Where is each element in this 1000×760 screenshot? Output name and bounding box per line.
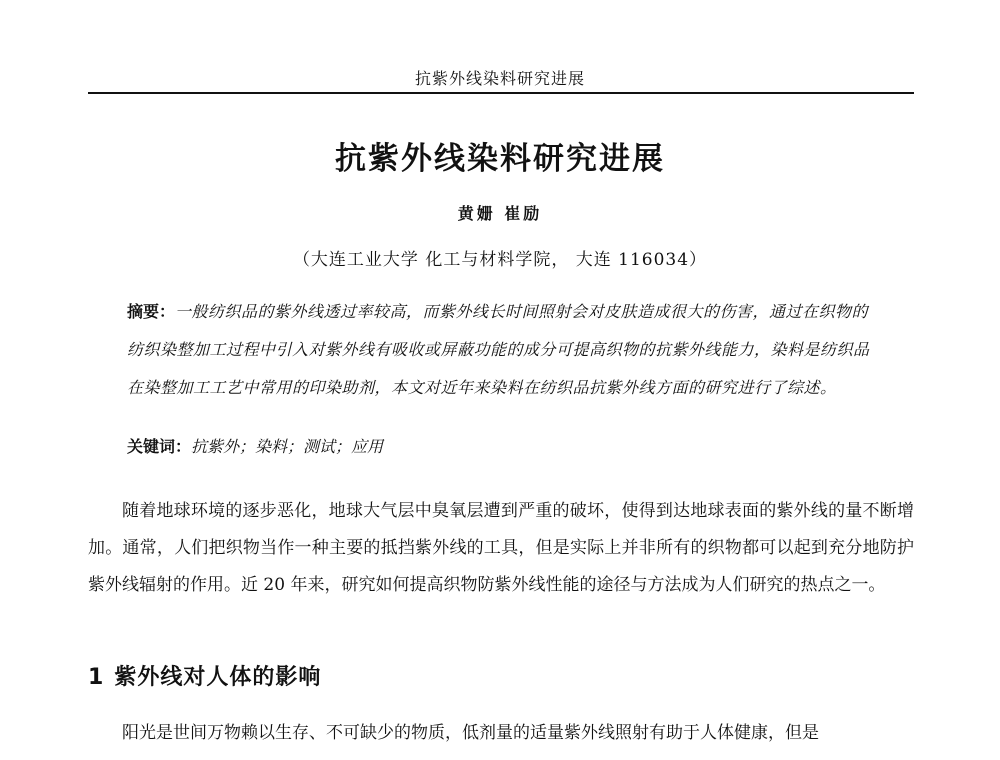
keywords-list: 抗紫外；染料；测试；应用 <box>191 437 384 456</box>
intro-paragraph: 随着地球环境的逐步恶化，地球大气层中臭氧层遭到严重的破坏，使得到达地球表面的紫外线的量不断增加。通常，人们把织物当作一种主要的抵挡紫外线的工具，但是实际上并非所有的织物都可以起到充分地防护紫外线辐射的作用。近 20 年来，研究如何提高织物防紫外线性能的途径与方法成为人们研究的热点之一。 <box>88 501 914 595</box>
section-title: 紫外线对人体的影响 <box>114 665 322 690</box>
keywords <box>127 434 383 457</box>
section-paragraph: 阳光是世间万物赖以生存、不可缺少的物质，低剂量的适量紫外线照射有助于人体健康，但是 <box>122 723 819 743</box>
authors: 黄姗 崔励 <box>457 204 543 223</box>
keywords-label: 关键词： <box>127 437 192 456</box>
header-rule <box>88 92 914 94</box>
section-heading <box>88 660 321 691</box>
paper-title: 抗紫外线染料研究进展 <box>335 141 665 177</box>
abstract <box>127 293 875 407</box>
abstract-text: 一般纺织品的紫外线透过率较高，而紫外线长时间照射会对皮肤造成很大的伤害，通过在织物的纺织染整加工过程中引入对紫外线有吸收或屏蔽功能的成分可提高织物的抗紫外线能力，染料是纺织品在染整加工工艺中常用的印染助剂，本文对近年来染料在纺织品抗紫外线方面的研究进行了综述。 <box>127 302 870 397</box>
abstract-label: 摘要： <box>127 302 176 321</box>
running-header: 抗紫外线染料研究进展 <box>414 69 585 88</box>
affiliation: （大连工业大学 化工与材料学院， 大连 116034） <box>292 250 708 270</box>
section-number: 1 <box>88 665 105 690</box>
